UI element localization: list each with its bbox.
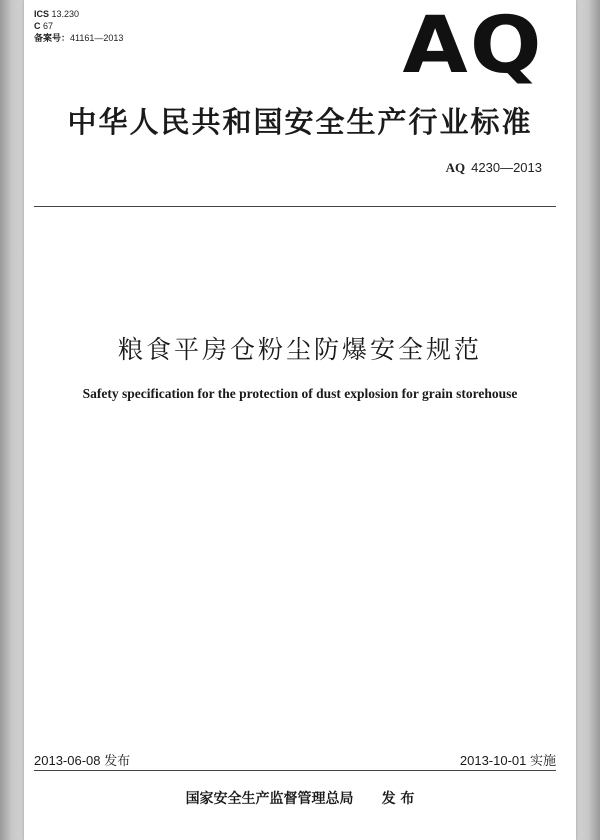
standard-prefix: AQ <box>445 160 466 175</box>
classification-block <box>34 8 123 44</box>
filing-code: 41161—2013 <box>70 33 124 43</box>
standard-number <box>446 160 542 176</box>
implementation-date: 2013-10-01 实施 <box>459 753 556 768</box>
industry-standard-title: 中华人民共和国安全生产行业标准 <box>67 105 533 139</box>
publisher-name: 国家安全生产监督管理总局 <box>185 791 354 807</box>
ics-line <box>34 8 123 20</box>
filing-line <box>34 32 123 44</box>
document-title-en: Safety specification for the protection of dust explosion for grain storehouse <box>82 386 518 401</box>
class-line <box>34 20 123 32</box>
issue-date: 2013-06-08 发布 <box>34 753 131 768</box>
aq-logo: AQ <box>402 1 544 91</box>
ics-code: 13.230 <box>51 9 80 19</box>
publisher-line <box>24 788 576 808</box>
class-label: C <box>34 21 41 31</box>
document-page <box>24 0 576 840</box>
header-divider <box>34 206 556 207</box>
document-title-cn: 粮食平房仓粉尘防爆安全规范 <box>117 335 482 364</box>
filing-label: 备案号： <box>34 33 71 43</box>
publisher-action: 发 布 <box>381 791 415 807</box>
class-code: 67 <box>43 21 54 31</box>
ics-label: ICS <box>34 9 50 19</box>
standard-code: 4230—2013 <box>471 160 542 175</box>
footer-divider <box>34 770 556 771</box>
